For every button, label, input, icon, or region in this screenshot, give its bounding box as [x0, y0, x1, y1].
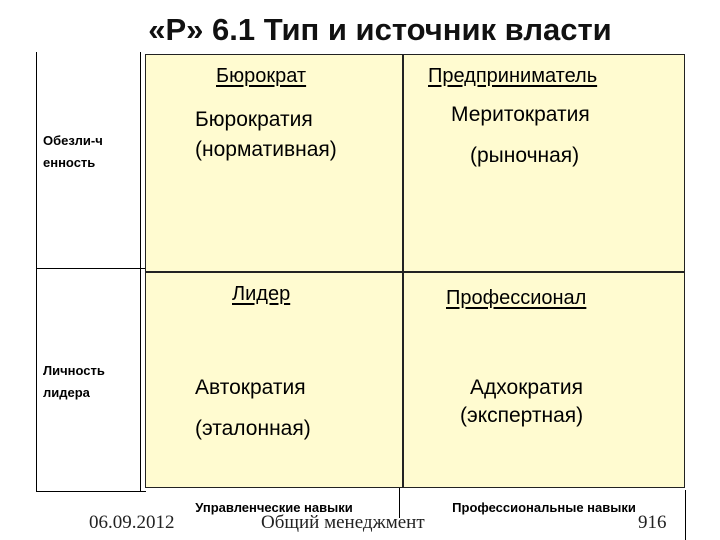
row-label-line: лидера	[43, 385, 90, 400]
footer-date: 06.09.2012	[89, 512, 175, 533]
cell-text-market: (рыночная)	[470, 144, 580, 167]
cell-title-bureaucrat: Бюрократ	[216, 65, 307, 87]
axis-label-managerial-skills: Управленческие навыки	[195, 500, 353, 515]
left-border-line	[36, 52, 37, 492]
cell-title-professional: Профессионал	[446, 287, 587, 309]
cell-title-entrepreneur: Предприниматель	[428, 65, 598, 87]
row-divider-line	[36, 268, 146, 269]
bottom-border-line	[36, 491, 146, 492]
cell-title-leader: Лидер	[232, 283, 291, 305]
row-label-line: Обезли-ч	[43, 133, 103, 148]
row-label-impersonality	[43, 130, 103, 174]
cell-text-autocracy: Автократия	[195, 376, 306, 399]
axis-label-professional-skills: Профессиональные навыки	[452, 500, 636, 515]
cell-bureaucrat	[145, 54, 403, 272]
row-label-line: Личность	[43, 363, 105, 378]
slide-title: «Р» 6.1 Тип и источник власти	[148, 12, 612, 47]
cell-text-reference: (эталонная)	[195, 417, 311, 440]
row-label-leader-personality	[43, 360, 105, 404]
label-column-divider	[140, 52, 141, 492]
cell-text-normative: (нормативная)	[195, 138, 337, 161]
row-label-line: енность	[43, 155, 96, 170]
cell-leader	[145, 272, 403, 488]
cell-text-meritocracy: Меритократия	[451, 103, 590, 126]
right-tail-line	[685, 490, 686, 540]
cell-text-bureaucracy: Бюрократия	[195, 108, 313, 131]
cell-text-adhocracy: Адхократия	[470, 376, 584, 399]
cell-entrepreneur	[403, 54, 685, 272]
cell-professional	[403, 272, 685, 488]
cell-text-expert: (экспертная)	[460, 404, 584, 427]
footer-page-number: 916	[638, 512, 667, 533]
footer-course: Общий менеджмент	[261, 512, 425, 533]
